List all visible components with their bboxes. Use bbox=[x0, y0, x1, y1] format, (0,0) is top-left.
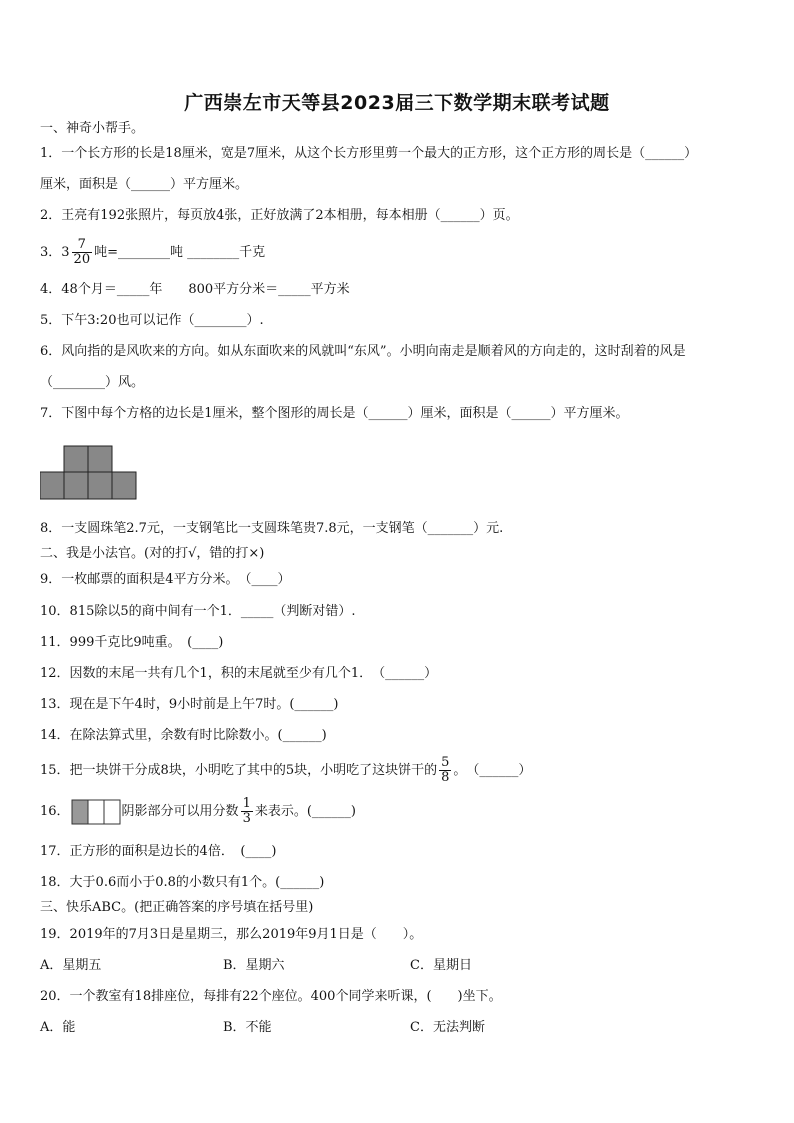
question-15-fraction bbox=[439, 756, 451, 785]
question-1-line-1: 1．一个长方形的长是18厘米，宽是7厘米，从这个长方形里剪一个最大的正方形，这个正方形的周长是（______） bbox=[40, 146, 698, 161]
question-19: 19．2019年的7月3日是星期三，那么2019年9月1日是（ ）。 bbox=[40, 927, 423, 942]
question-20: 20．一个教室有18排座位，每排有22个座位。400个同学来听课，( )坐下。 bbox=[40, 989, 502, 1004]
question-14: 14．在除法算式里，余数有时比除数小。(______) bbox=[40, 728, 327, 743]
question-3 bbox=[40, 238, 265, 267]
question-15-numerator: 5 bbox=[441, 755, 450, 770]
question-16-numerator: 1 bbox=[242, 796, 251, 811]
figure-cell bbox=[64, 446, 88, 472]
question-3-fraction bbox=[72, 238, 93, 267]
page-title: 广西崇左市天等县2023届三下数学期末联考试题 bbox=[184, 92, 610, 114]
question-17: 17．正方形的面积是边长的4倍． (____) bbox=[40, 844, 277, 859]
question-3-denominator: 20 bbox=[73, 252, 91, 267]
question-16-figure bbox=[70, 799, 122, 825]
question-10: 10．815除以5的商中间有一个1．_____（判断对错）. bbox=[40, 604, 356, 619]
question-16 bbox=[40, 797, 356, 826]
question-6-line-2: （________）风。 bbox=[40, 375, 145, 390]
question-1-line-2: 厘米，面积是（______）平方厘米。 bbox=[40, 177, 249, 192]
option-c: C．星期日 bbox=[410, 958, 472, 973]
question-20-options bbox=[40, 1019, 485, 1037]
shaded-part bbox=[72, 800, 88, 824]
section-1-heading: 一、神奇小帮手。 bbox=[40, 121, 145, 136]
question-4: 4．48个月＝_____年 800平方分米＝_____平方米 bbox=[40, 282, 350, 297]
question-15-prefix: 15．把一块饼干分成8块，小明吃了其中的5块，小明吃了这块饼干的 bbox=[40, 763, 438, 778]
question-12: 12．因数的末尾一共有几个1，积的末尾就至少有几个1． （______） bbox=[40, 666, 438, 681]
question-16-denominator: 3 bbox=[242, 811, 251, 826]
question-3-prefix: 3．3 bbox=[40, 245, 70, 260]
option-a: A．星期五 bbox=[40, 958, 102, 973]
option-b: B．星期六 bbox=[223, 958, 285, 973]
question-8: 8．一支圆珠笔2.7元，一支钢笔比一支圆珠笔贵7.8元，一支钢笔（_______）元. bbox=[40, 521, 504, 536]
option-c: C．无法判断 bbox=[410, 1020, 485, 1035]
question-15-denominator: 8 bbox=[441, 770, 450, 785]
question-11: 11．999千克比9吨重。 (____) bbox=[40, 635, 224, 650]
question-16-fraction bbox=[241, 797, 253, 826]
figure-cell bbox=[40, 472, 64, 499]
question-6-line-1: 6．风向指的是风吹来的方向。如从东面吹来的风就叫“东风”。小明向南走是顺着风的方向走的，这时刮着的风是 bbox=[40, 344, 686, 359]
question-7: 7．下图中每个方格的边长是1厘米，整个图形的周长是（______）厘米，面积是（______）平方厘米。 bbox=[40, 406, 629, 421]
question-13: 13．现在是下午4时，9小时前是上午7时。(______) bbox=[40, 697, 339, 712]
figure-cell bbox=[88, 446, 112, 472]
question-16-suffix: 来表示。(______) bbox=[254, 804, 356, 819]
question-15 bbox=[40, 756, 531, 785]
question-3-numerator: 7 bbox=[72, 238, 93, 253]
question-5: 5．下午3:20也可以记作（________）. bbox=[40, 313, 264, 328]
figure-cell bbox=[88, 472, 112, 499]
option-a: A．能 bbox=[40, 1020, 76, 1035]
figure-cell bbox=[112, 472, 136, 499]
section-2-heading: 二、我是小法官。(对的打√，错的打×) bbox=[40, 546, 265, 561]
question-16-prefix: 16． bbox=[40, 804, 70, 819]
question-3-suffix: 吨=________吨 ________千克 bbox=[94, 245, 266, 260]
figure-cell bbox=[64, 472, 88, 499]
question-16-middle: 阴影部分可以用分数 bbox=[121, 804, 239, 819]
option-b: B．不能 bbox=[223, 1020, 272, 1035]
section-3-heading: 三、快乐ABC。(把正确答案的序号填在括号里) bbox=[40, 900, 314, 915]
question-19-options bbox=[40, 957, 472, 975]
question-9: 9．一枚邮票的面积是4平方分米。 （____） bbox=[40, 572, 291, 587]
question-2: 2．王亮有192张照片，每页放4张，正好放满了2本相册，每本相册（______）页。 bbox=[40, 208, 519, 223]
question-15-suffix: 。 （______） bbox=[453, 763, 532, 778]
grid-figure bbox=[40, 445, 140, 501]
question-18: 18．大于0.6而小于0.8的小数只有1个。(______) bbox=[40, 875, 325, 890]
